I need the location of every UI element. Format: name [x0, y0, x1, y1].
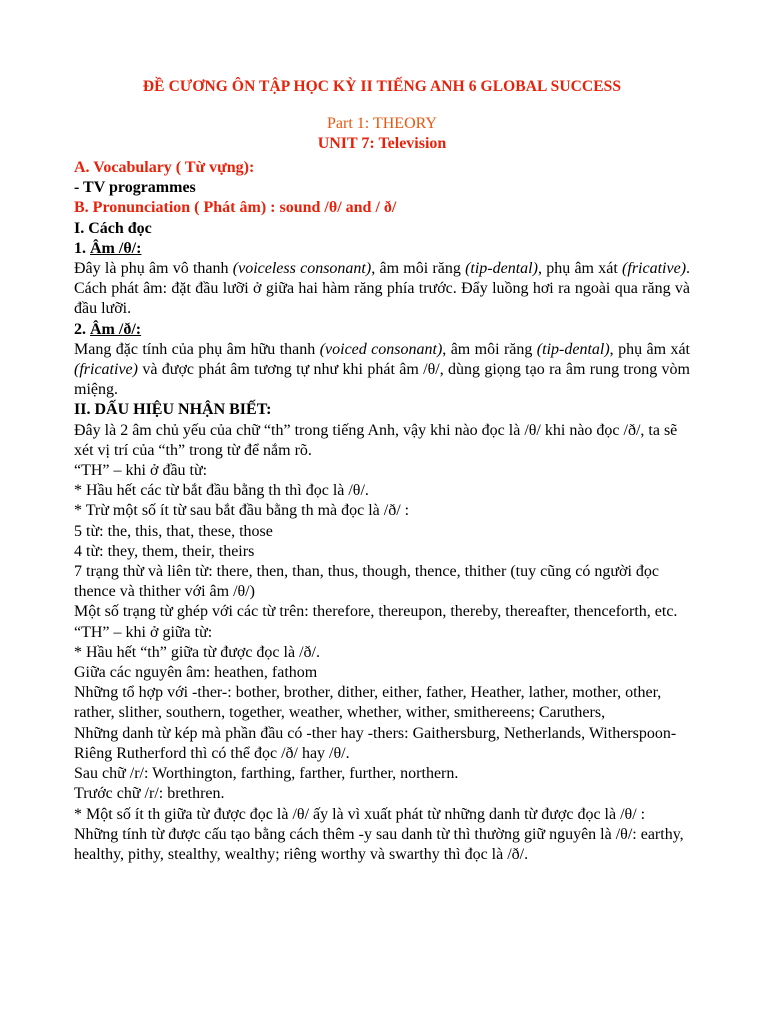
- unit-title: UNIT 7: Television: [317, 135, 447, 152]
- sound-theta-number: 1.: [74, 239, 90, 257]
- document-page: [74, 76, 690, 865]
- signs-line: * Hầu hết “th” giữa từ được đọc là /ð/.: [74, 643, 320, 661]
- sound-eth-number: 2.: [74, 320, 90, 338]
- document-title: ĐỀ CƯƠNG ÔN TẬP HỌC KỲ II TIẾNG ANH 6 GLOBAL SUCCESS: [142, 78, 622, 95]
- text-run-italic: (voiceless consonant): [232, 260, 372, 278]
- vocabulary-item: - TV programmes: [74, 179, 196, 197]
- compound-adverbs-paragraph: Một số trạng từ ghép với các từ trên: therefore, thereupon, thereby, thereafter, thenceforth, etc.: [74, 603, 678, 621]
- text-run-italic: (voiced consonant): [319, 340, 443, 358]
- reading-heading: I. Cách đọc: [74, 219, 152, 237]
- signs-line: 5 từ: the, this, that, these, those: [74, 522, 273, 540]
- text-run: , âm môi răng: [442, 340, 537, 358]
- signs-heading: II. DẤU HIỆU NHẬN BIẾT:: [74, 401, 272, 419]
- text-run: , phụ âm xát: [609, 340, 690, 358]
- text-run-italic: (tip-dental): [536, 340, 610, 358]
- signs-line: * Hầu hết các từ bắt đầu bằng th thì đọc là /θ/.: [74, 482, 369, 500]
- compound-nouns-paragraph: Những danh từ kép mà phần đầu có -ther hay -thers: Gaithersburg, Netherlands, Witherspoon- Riêng Rutherford thì có thể đọc /ð/ hay /θ/.: [74, 724, 677, 762]
- signs-line: Trước chữ /r/: brethren.: [74, 785, 225, 803]
- adjectives-paragraph: Những tính từ được cấu tạo bằng cách thêm -y sau danh từ thì thường giữ nguyên là /θ/: earthy, healthy, pithy, stealthy, wealthy; riêng worthy và swarthy thì đọc là /ð/.: [74, 825, 684, 863]
- text-run: Mang đặc tính của phụ âm hữu thanh: [74, 340, 320, 358]
- text-run: , âm môi răng: [371, 260, 466, 278]
- sound-theta-paragraph: [74, 259, 690, 320]
- text-run: . Cách phát âm: đặt đầu lưỡi ở giữa hai hàm răng phía trước. Đẩy luồng hơi ra ngoài qua răng và đầu lưỡi.: [74, 260, 691, 318]
- sound-theta-label: Âm /θ/:: [90, 239, 142, 257]
- signs-line: 4 từ: they, them, their, theirs: [74, 542, 255, 560]
- text-run: , phụ âm xát: [537, 260, 623, 278]
- sound-eth-paragraph: [74, 340, 690, 401]
- text-run-italic: (fricative): [622, 260, 687, 278]
- signs-line: * Trừ một số ít từ sau bắt đầu bằng th mà đọc là /ð/ :: [74, 502, 410, 520]
- part-title: Part 1: THEORY: [327, 115, 437, 132]
- signs-line: “TH” – khi ở giữa từ:: [74, 623, 213, 641]
- signs-line: Sau chữ /r/: Worthington, farthing, farther, further, northern.: [74, 765, 459, 783]
- signs-line: Giữa các nguyên âm: heathen, fathom: [74, 664, 318, 682]
- sound-eth-label: Âm /ð/:: [90, 320, 142, 338]
- signs-line: “TH” – khi ở đầu từ:: [74, 462, 208, 480]
- adverbs-paragraph: 7 trạng thừ và liên từ: there, then, than, thus, though, thence, thither (tuy cũng có người đọc thence và thither với âm /θ/): [74, 563, 660, 601]
- text-run: Đây là phụ âm vô thanh: [74, 260, 233, 278]
- pronunciation-heading: B. Pronunciation ( Phát âm) : sound /θ/ and / ð/: [74, 199, 397, 217]
- sound-eth-heading: [74, 320, 690, 340]
- text-run-italic: (tip-dental): [465, 260, 538, 278]
- text-run-italic: (fricative): [74, 361, 138, 379]
- text-run: và được phát âm tương tự như khi phát âm /θ/, dùng giọng tạo ra âm rung trong vòm miệng.: [74, 361, 690, 399]
- vocabulary-heading: A. Vocabulary ( Từ vựng):: [74, 159, 255, 176]
- signs-intro: Đây là 2 âm chủ yếu của chữ “th” trong tiếng Anh, vậy khi nào đọc là /θ/ khi nào đọc /ð/, ta sẽ xét vị trí của “th” trong từ để nắm rõ.: [74, 421, 678, 459]
- exception-paragraph: * Một số ít th giữa từ được đọc là /θ/ ấy là vì xuất phát từ những danh từ được đọc là /θ/ :: [74, 805, 646, 823]
- sound-theta-heading: [74, 239, 690, 259]
- ther-combinations-paragraph: Những tổ hợp với -ther-: bother, brother, dither, either, father, Heather, lather, mother, other, rather, slither, southern, together, weather, whether, wither, smithereens; Caruthers,: [74, 684, 662, 722]
